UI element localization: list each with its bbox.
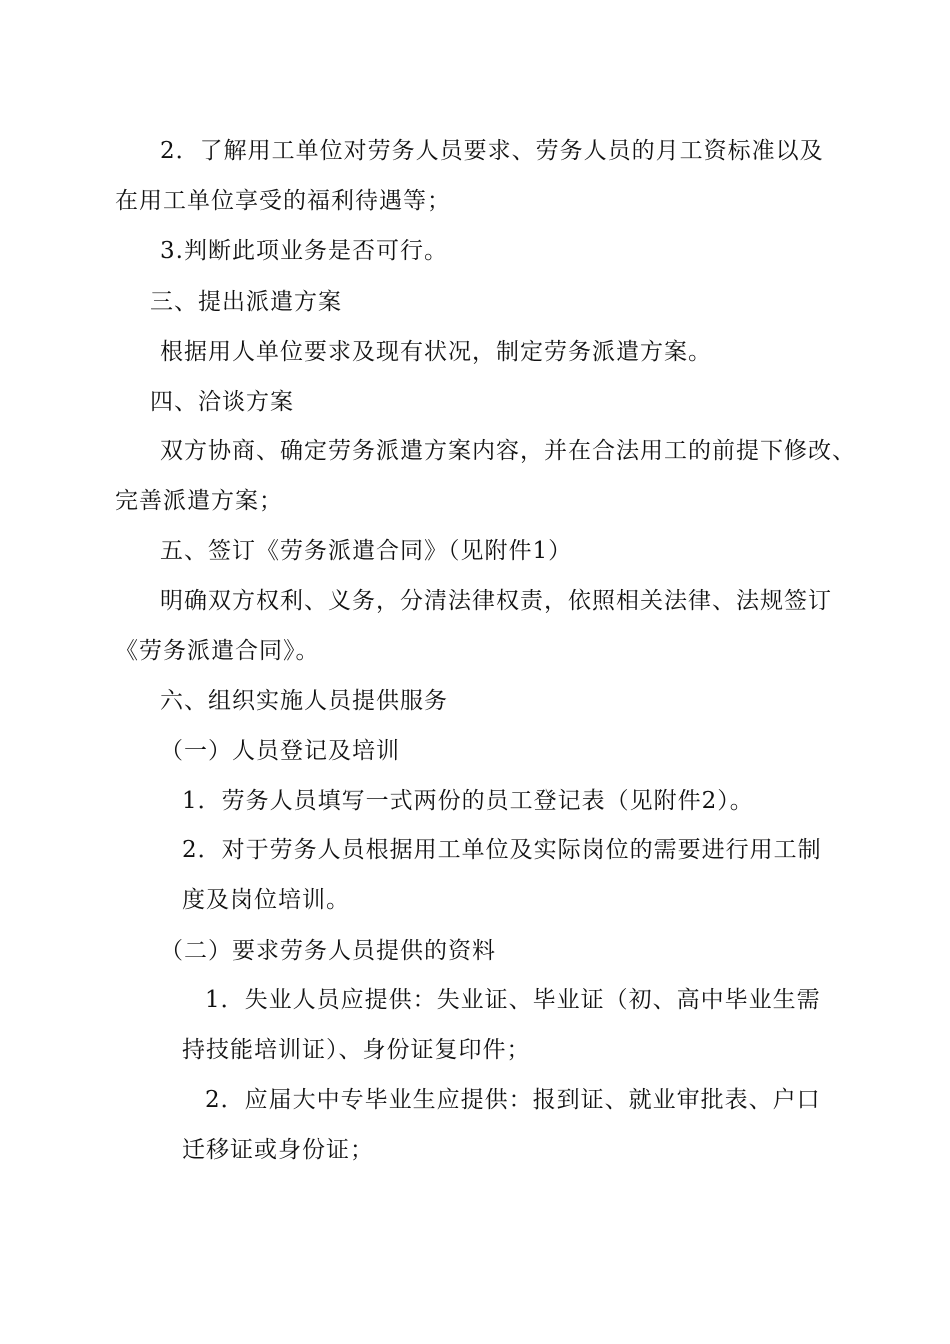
list-item-continuation: 持技能培训证）、身份证复印件； [182,1037,531,1063]
paragraph-line: 明确双方权利、义务，分清法律权责，依照相关法律、法规签订 [160,588,832,614]
subsection-heading: （一）人员登记及培训 [160,738,400,764]
list-item: 1．劳务人员填写一式两份的员工登记表（见附件2）。 [182,788,754,814]
paragraph-line: 双方协商、确定劳务派遣方案内容，并在合法用工的前提下修改、 [160,438,856,464]
list-item-continuation: 迁移证或身份证； [182,1137,374,1163]
list-item: 2．应届大中专毕业生应提供：报到证、就业审批表、户口 [205,1087,821,1113]
section-heading: 五、签订《劳务派遣合同》（见附件1） [160,538,573,564]
section-heading: 三、提出派遣方案 [150,289,342,315]
section-heading: 六、组织实施人员提供服务 [160,688,448,714]
paragraph-line: 2．了解用工单位对劳务人员要求、劳务人员的月工资标准以及 [160,138,824,164]
paragraph-line: 3.判断此项业务是否可行。 [160,238,448,264]
list-item-continuation: 度及岗位培训。 [182,887,350,913]
paragraph-line: 完善派遣方案； [115,488,283,514]
section-heading: 四、洽谈方案 [150,389,294,415]
paragraph-line: 在用工单位享受的福利待遇等； [115,188,451,214]
subsection-heading: （二）要求劳务人员提供的资料 [160,938,496,964]
paragraph-line: 《劳务派遣合同》。 [115,638,320,664]
list-item: 1．失业人员应提供：失业证、毕业证（初、高中毕业生需 [205,987,821,1013]
list-item: 2．对于劳务人员根据用工单位及实际岗位的需要进行用工制 [182,837,822,863]
paragraph-line: 根据用人单位要求及现有状况，制定劳务派遣方案。 [160,339,712,365]
